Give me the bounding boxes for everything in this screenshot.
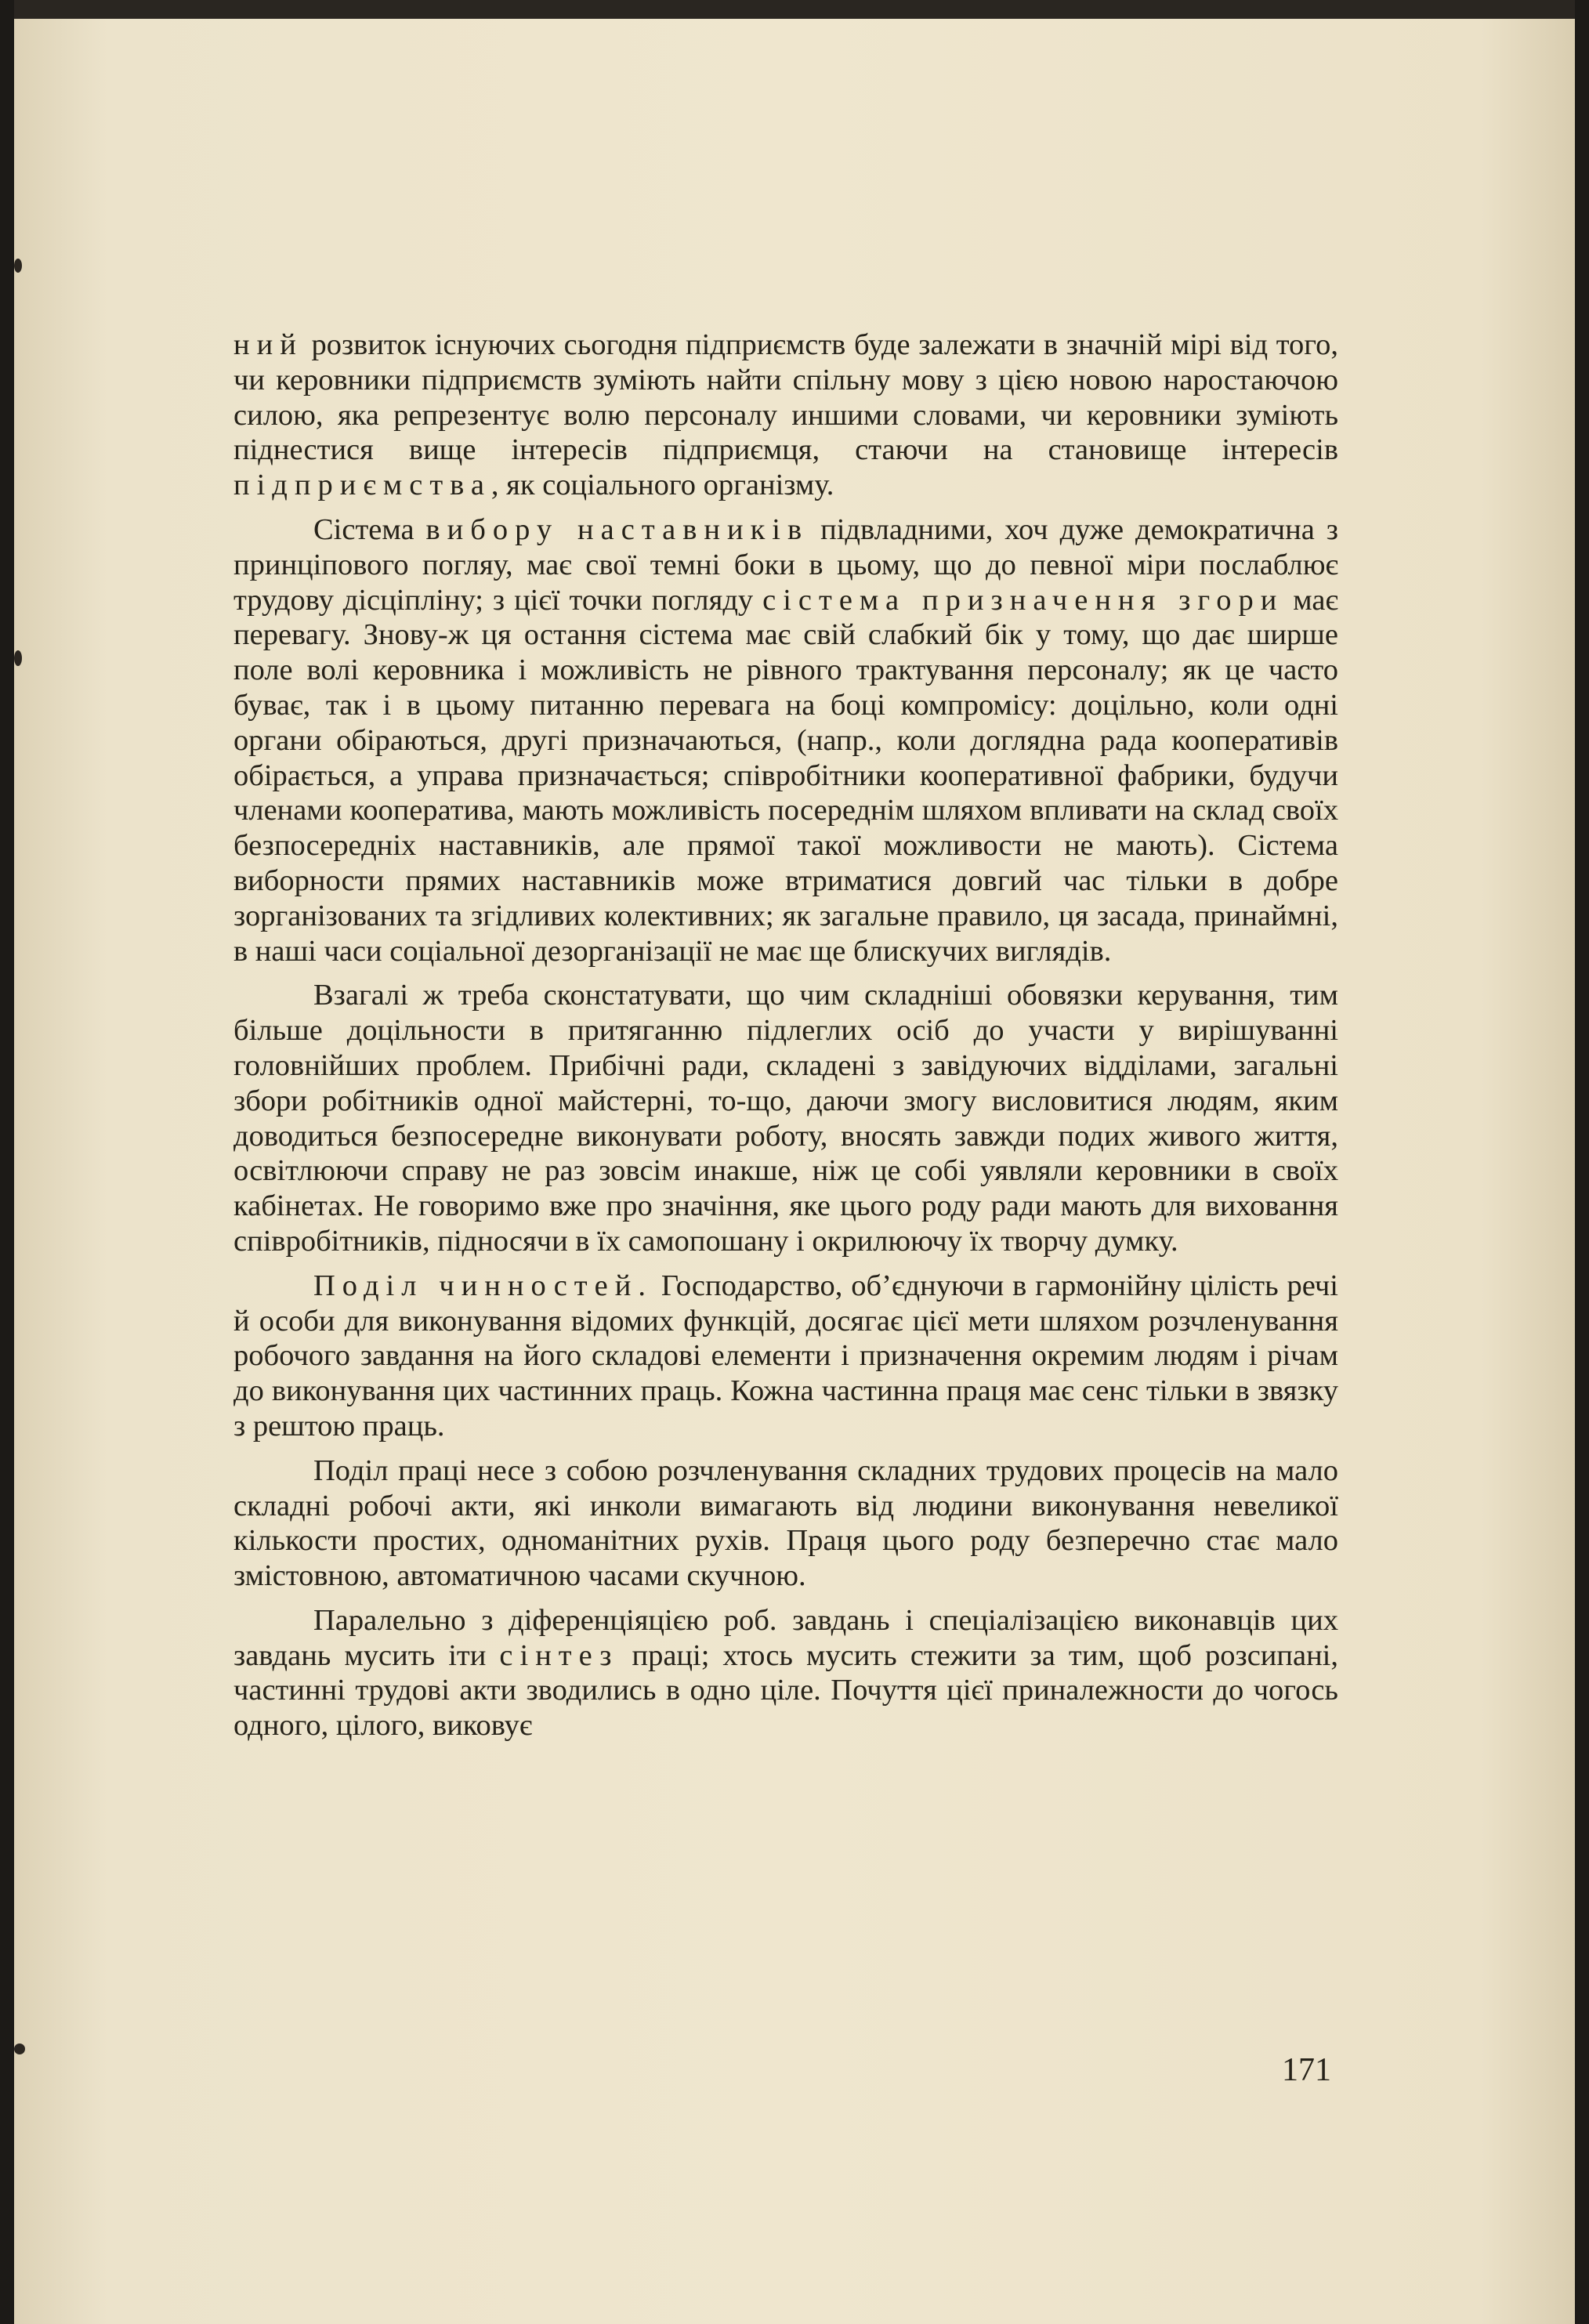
spaced-text: вибору наставників bbox=[425, 512, 809, 546]
spaced-text: сістема призначення згори bbox=[762, 583, 1284, 617]
paragraph bbox=[233, 1453, 1338, 1594]
spaced-text: підприємства bbox=[233, 469, 491, 502]
paragraph-text: , як соціального організму. bbox=[490, 469, 834, 502]
paragraph-text: підвладними, хоч дуже демократична з принціпового погляу, має свої темні боки в цьому, що до певної міри послаблює трудову дісціпліну; з цієї точки погляду bbox=[233, 512, 1338, 617]
page-number: 171 bbox=[1282, 2052, 1331, 2088]
spaced-text: ний bbox=[233, 328, 303, 361]
spaced-text: сінтез bbox=[499, 1638, 619, 1672]
binding-mark bbox=[14, 2043, 25, 2054]
paragraph bbox=[233, 1269, 1338, 1444]
paragraph bbox=[233, 1603, 1338, 1743]
paragraph-text: Поділ праці несе з собою розчленування складних трудових процесів на мало складні робочі акти, які инколи вимагають від людини виконування невеликої кількости простих, одноманітних рухів. Праця цього роду безперечно стає мало змістовною, автоматичною часами скучною. bbox=[233, 1453, 1338, 1593]
paragraph-text: праці; хтось мусить стежити за тим, щоб розсипані, частинні трудові акти зводились в одно ціле. Почуття цієї приналежности до чогось одного, цілого, виковує bbox=[233, 1638, 1339, 1743]
body-text bbox=[233, 328, 1338, 1753]
paragraph-text: Сістема bbox=[313, 512, 426, 546]
paragraph bbox=[233, 978, 1338, 1258]
paragraph-text: Господарство, об’єднуючи в гармонійну цілість речі й особи для виконування відомих функцій, досягає цієї мети шляхом розчленування робочого завдання на його складові елементи і призначення окремим людям і річам до виконування цих частинних праць. Кожна частинна праця має сенс тільки в звязку з рештою праць. bbox=[233, 1269, 1338, 1443]
paragraph bbox=[233, 512, 1338, 968]
paragraph-text: має перевагу. Знову-ж ця остання сістема має свій слабкий бік у тому, що дає ширше поле волі керовника і можливість не рівного трактування персоналу; як це часто буває, так і в цьому питанню перевага на боці компромісу: доцільно, коли одні органи обіраються, другі призначаються, (напр., коли доглядна рада кооперативів обірається, а управа призначається; співробітники кооперативної фабрики, будучи членами кооператива, мають можливість посереднім шляхом впливати на склад своїх безпосередніх наставників, але прямої такої можливости не мають). Сістема виборности прямих наставників може втриматися довгий час тільки в добре зорганізованих та згідливих колективних; як загальне правило, ця засада, принаймні, в наші часи соціальної дезорганізації не має ще блискучих виглядів. bbox=[233, 583, 1339, 968]
paragraph-text: Взагалі ж треба сконстатувати, що чим складніші обовязки керування, тим більше доцільности в притяганню підлеглих осіб до участи у вирішуванні головнійших проблем. Прибічні ради, складені з завідуючих відділами, загальні збори робітників одної майстерні, то-що, даючи змогу висловитися людям, яким доводиться безпосередне виконувати роботу, вносять завжди подих живого життя, освітлюючи справу не раз зовсім инакше, ніж це собі уявляли керовники в своїх кабінетах. Не говоримо вже про значіння, яке цього роду ради мають для виховання співробітників, підносячи в їх самопошану і окрилюючу їх творчу думку. bbox=[233, 979, 1338, 1258]
paragraph-text: розвиток існуючих сьогодня підприємств буде залежати в значній мірі від того, чи керовники підприємств зуміють найти спільну мову з цією новою наростаючою силою, яка репрезентує волю персоналу иншими словами, чи керовники зуміють піднестися вище інтересів підприємця, стаючи на становище інтересів bbox=[233, 328, 1338, 467]
binding-mark bbox=[14, 259, 22, 273]
paragraph bbox=[233, 328, 1338, 503]
binding-mark bbox=[14, 650, 22, 666]
paragraph-text: Паралельно з діференціяцією роб. завдань і спеціалізацією виконавців цих завдань мусить іти bbox=[233, 1603, 1338, 1672]
section-heading: Поділ чинностей. bbox=[313, 1269, 653, 1302]
book-page bbox=[14, 0, 1575, 2324]
